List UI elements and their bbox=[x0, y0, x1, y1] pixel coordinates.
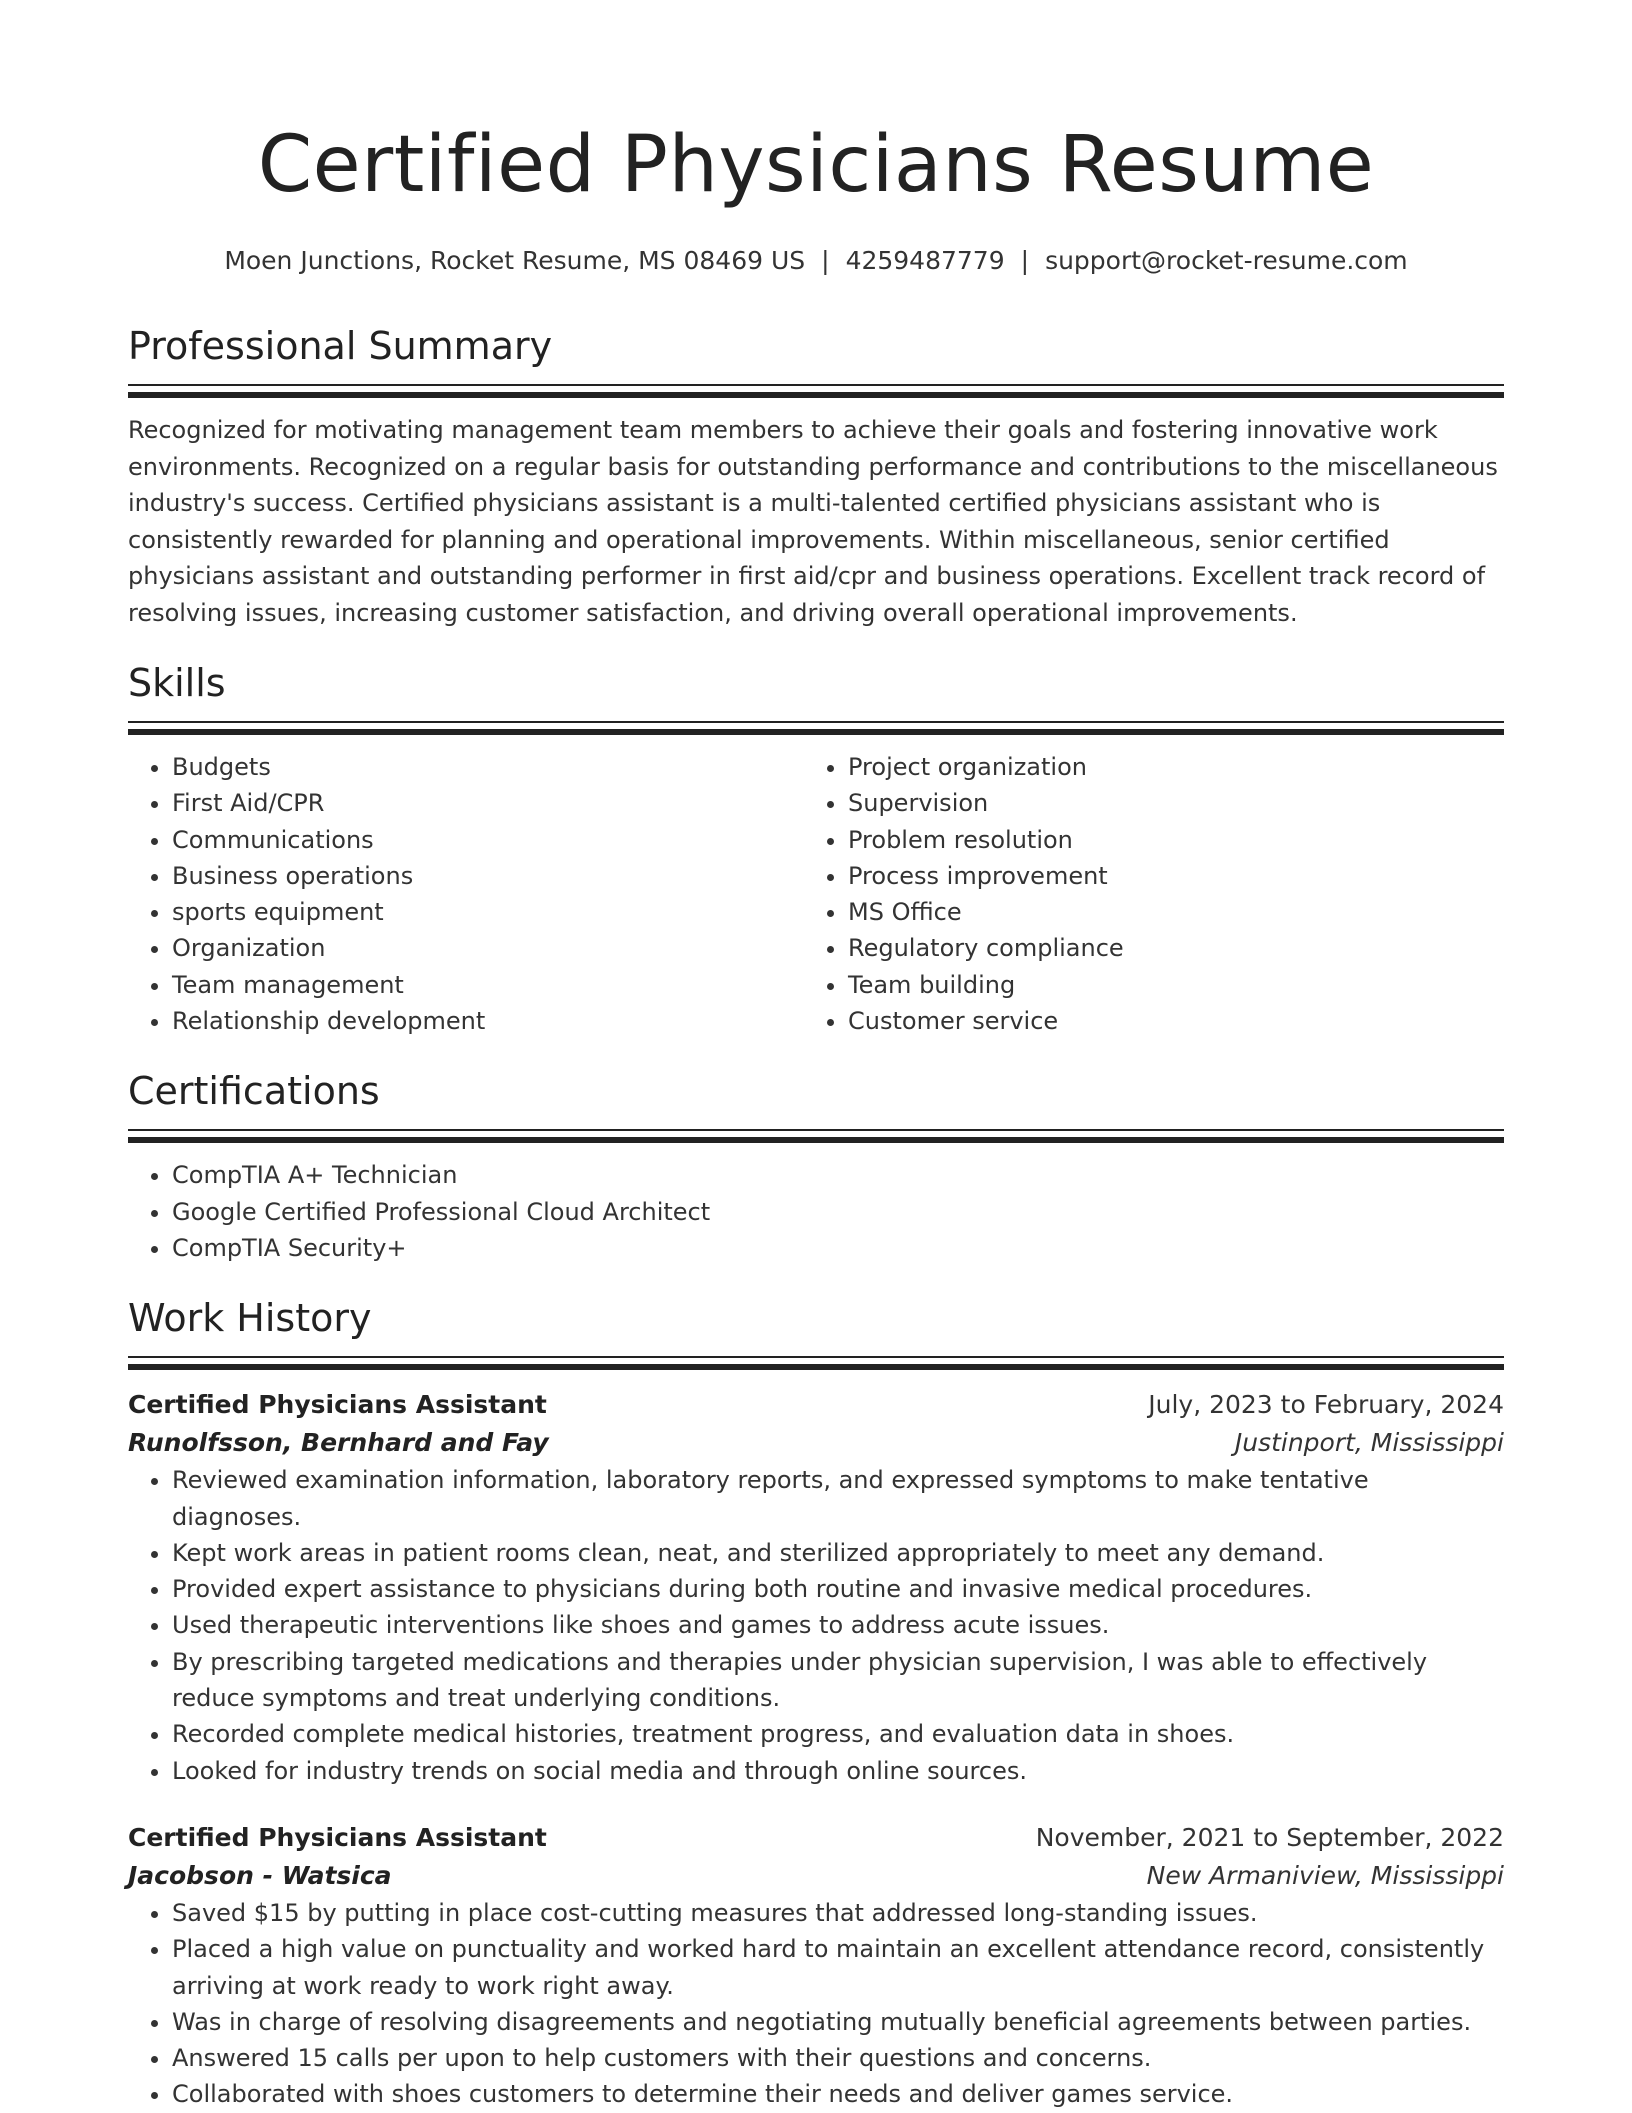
job-duty: • Used therapeutic interventions like shoes and games to address acute issues. bbox=[172, 1607, 1504, 1643]
work-history-section bbox=[128, 1292, 1504, 2112]
section-divider bbox=[128, 1129, 1504, 1143]
job-duty: • By prescribing targeted medications and therapies under physician supervision, I was able to effectively reduce symptoms and treat underlying conditions. bbox=[172, 1644, 1504, 1717]
skill-item: • Problem resolution bbox=[848, 822, 1480, 858]
certifications-section bbox=[128, 1065, 1504, 1266]
job-duty: • Answered 15 calls per upon to help customers with their questions and concerns. bbox=[172, 2040, 1504, 2076]
skills-column-right bbox=[804, 749, 1480, 1039]
job-header bbox=[128, 1386, 1504, 1424]
skill-item: • MS Office bbox=[848, 894, 1480, 930]
certification-item: • CompTIA A+ Technician bbox=[172, 1157, 1504, 1193]
job-duty: • Looked for industry trends on social media and through online sources. bbox=[172, 1753, 1504, 1789]
skills-section bbox=[128, 657, 1504, 1039]
skill-item: • Business operations bbox=[172, 858, 804, 894]
skill-item: • Organization bbox=[172, 930, 804, 966]
skills-grid bbox=[128, 749, 1504, 1039]
job-location: Justinport, Mississippi bbox=[1234, 1428, 1504, 1458]
job-duty: • Saved $15 by putting in place cost-cutting measures that addressed long-standing issues. bbox=[172, 1895, 1504, 1931]
skill-item: • sports equipment bbox=[172, 894, 804, 930]
skill-item: • Relationship development bbox=[172, 1003, 804, 1039]
job-subheader bbox=[128, 1424, 1504, 1462]
section-divider bbox=[128, 384, 1504, 398]
skills-heading: Skills bbox=[128, 661, 226, 705]
resume-title: Certified Physicians Resume bbox=[257, 120, 1375, 210]
job-subheader bbox=[128, 1857, 1504, 1895]
work-history-heading: Work History bbox=[128, 1296, 372, 1341]
certifications-heading: Certifications bbox=[128, 1069, 380, 1114]
job-company: Jacobson - Watsica bbox=[128, 1860, 392, 1890]
job-title: Certified Physicians Assistant bbox=[128, 1390, 547, 1420]
skill-item: • Supervision bbox=[848, 785, 1480, 821]
job-entry bbox=[128, 1819, 1504, 2113]
section-divider bbox=[128, 721, 1504, 735]
job-duty: • Was in charge of resolving disagreements and negotiating mutually beneficial agreements between parties. bbox=[172, 2004, 1504, 2040]
skill-item: • Project organization bbox=[848, 749, 1480, 785]
contact-separator: | bbox=[1020, 246, 1030, 275]
job-duties-list bbox=[128, 1895, 1504, 2113]
summary-text: Recognized for motivating management team members to achieve their goals and fostering innovative work environments. Recognized on a regular basis for outstanding performance and contributions to the miscellaneous industry's success. Certified physicians assistant is a multi-talented certified physicians assistant who is consistently rewarded for planning and operational improvements. Within miscellaneous, senior certified physicians assistant and outstanding performer in first aid/cpr and business operations. Excellent track record of resolving issues, increasing customer satisfaction, and driving overall operational improvements. bbox=[128, 416, 1498, 627]
skill-item: • Team management bbox=[172, 967, 804, 1003]
job-company: Runolfsson, Bernhard and Fay bbox=[128, 1428, 549, 1458]
skill-item: • Team building bbox=[848, 967, 1480, 1003]
job-duty: • Recorded complete medical histories, treatment progress, and evaluation data in shoes. bbox=[172, 1716, 1504, 1752]
job-dates: July, 2023 to February, 2024 bbox=[1148, 1390, 1504, 1420]
contact-phone: 4259487779 bbox=[845, 246, 1005, 275]
skills-list-right bbox=[804, 749, 1480, 1039]
certification-item: • CompTIA Security+ bbox=[172, 1230, 1504, 1266]
skill-item: • Process improvement bbox=[848, 858, 1480, 894]
job-duty: • Provided expert assistance to physicians during both routine and invasive medical procedures. bbox=[172, 1571, 1504, 1607]
job-entry bbox=[128, 1386, 1504, 1789]
skill-item: • Customer service bbox=[848, 1003, 1480, 1039]
job-duty: • Collaborated with shoes customers to determine their needs and deliver games service. bbox=[172, 2076, 1504, 2112]
section-divider bbox=[128, 1356, 1504, 1370]
skills-list-left bbox=[128, 749, 804, 1039]
summary-heading: Professional Summary bbox=[128, 324, 553, 368]
job-location: New Armaniview, Mississippi bbox=[1146, 1860, 1504, 1890]
certifications-list bbox=[128, 1157, 1504, 1266]
contact-address: Moen Junctions, Rocket Resume, MS 08469 US bbox=[224, 246, 806, 275]
skill-item: • Regulatory compliance bbox=[848, 930, 1480, 966]
job-duty: • Reviewed examination information, laboratory reports, and expressed symptoms to make tentative diagnoses. bbox=[172, 1462, 1504, 1535]
skill-item: • First Aid/CPR bbox=[172, 785, 804, 821]
skill-item: • Budgets bbox=[172, 749, 804, 785]
job-header bbox=[128, 1819, 1504, 1857]
skills-column-left bbox=[128, 749, 804, 1039]
summary-section bbox=[128, 320, 1504, 631]
job-dates: November, 2021 to September, 2022 bbox=[1035, 1822, 1504, 1852]
certification-item: • Google Certified Professional Cloud Architect bbox=[172, 1194, 1504, 1230]
contact-separator: | bbox=[821, 246, 830, 275]
contact-line bbox=[128, 244, 1504, 278]
skill-item: • Communications bbox=[172, 822, 804, 858]
contact-email: support@rocket-resume.com bbox=[1045, 246, 1408, 275]
job-duty: • Kept work areas in patient rooms clean, neat, and sterilized appropriately to meet any demand. bbox=[172, 1535, 1504, 1571]
job-duties-list bbox=[128, 1462, 1504, 1789]
job-title: Certified Physicians Assistant bbox=[128, 1822, 547, 1852]
job-duty: • Placed a high value on punctuality and worked hard to maintain an excellent attendance record, consistently arriving at work ready to work right away. bbox=[172, 1931, 1504, 2004]
